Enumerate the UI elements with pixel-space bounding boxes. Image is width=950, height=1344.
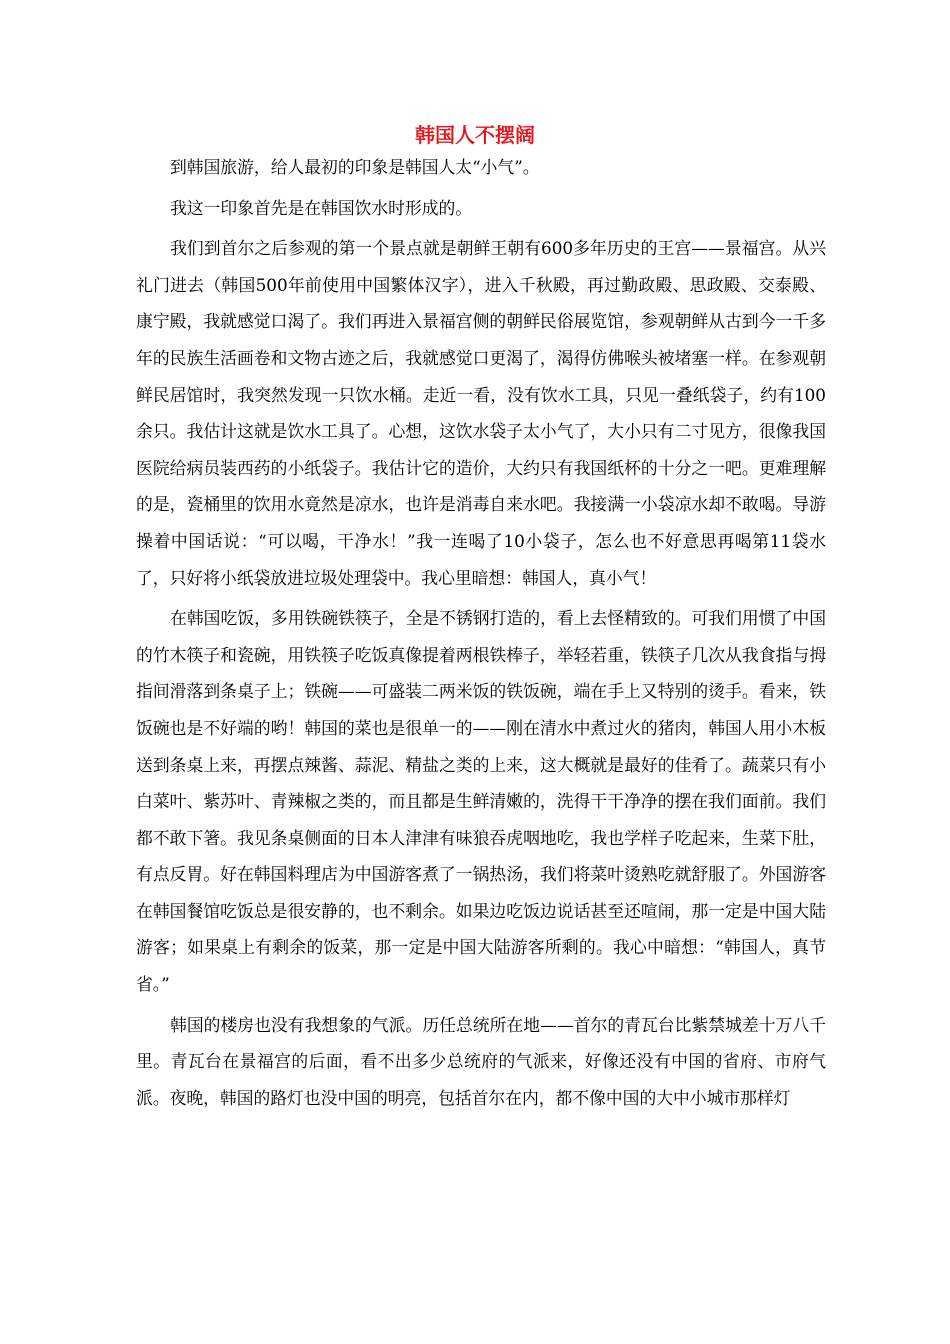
paragraph-drinking-impression: 我这一印象首先是在韩国饮水时形成的。	[170, 197, 473, 218]
document-body	[136, 149, 826, 1116]
paragraph-dining: 在韩国吃饭，多用铁碗铁筷子，全是不锈钢打造的，看上去怪精致的。可我们用惯了中国的竹木筷子和瓷碗，用铁筷子吃饭真像提着两根铁棒子，举轻若重，铁筷子几次从我食指与拇指间滑落到条桌子上；铁碗——可盛装二两米饭的铁饭碗，端在手上又特别的烫手。看来，铁饭碗也是不好端的哟！韩国的菜也是很单一的——刚在清水中煮过火的猪肉，韩国人用小木板送到条桌上来，再摆点辣酱、蒜泥、精盐之类的上来，这大概就是最好的佳肴了。蔬菜只有小白菜叶、紫苏叶、青辣椒之类的，而且都是生鲜清嫩的，洗得干干净净的摆在我们面前。我们都不敢下箸。我见条桌侧面的日本人津津有味狼吞虎咽地吃，我也学样子吃起来，生菜下肚，有点反胃。好在韩国料理店为中国游客煮了一锅热汤，我们将菜叶烫熟吃就舒服了。外国游客在韩国餐馆吃饭总是很安静的，也不剩余。如果边吃饭边说话甚至还喧闹，那一定是中国大陆游客；如果桌上有剩余的饭菜，那一定是中国大陆游客所剩的。我心中暗想：“韩国人，真节省。”	[136, 608, 826, 995]
document-title: 韩国人不摆阔	[415, 123, 535, 147]
paragraph-intro: 到韩国旅游，给人最初的印象是韩国人太“小气”。	[170, 157, 540, 177]
paragraph-gyeongbokgung: 我们到首尔之后参观的第一个景点就是朝鲜王朝有600多年历史的王宫——景福宫。从兴礼门进去（韩国500年前使用中国繁体汉字），进入千秋殿，再过勤政殿、思政殿、交泰殿、康宁殿，我就感觉口渴了。我们再进入景福宫侧的朝鲜民俗展览馆，参观朝鲜从古到今一千多年的民族生活画卷和文物古迹之后，我就感觉口更渴了，渴得仿佛喉头被堵塞一样。在参观朝鲜民居馆时，我突然发现一只饮水桶。走近一看，没有饮水工具，只见一叠纸袋子，约有100余只。我估计这就是饮水工具了。心想，这饮水袋子太小气了，大小只有二寸见方，很像我国医院给病员装西药的小纸袋子。我估计它的造价，大约只有我国纸杯的十分之一吧。更难理解的是，瓷桶里的饮用水竟然是凉水，也许是消毒自来水吧。我接满一小袋凉水却不敢喝。导游操着中国话说：“可以喝，干净水！”我一连喝了10小袋子，怎么也不好意思再喝第11袋水了，只好将小纸袋放进垃圾处理袋中。我心里暗想：韩国人，真小气！	[136, 238, 826, 588]
paragraph-buildings: 韩国的楼房也没有我想象的气派。历任总统所在地——首尔的青瓦台比紫禁城差十万八千里。青瓦台在景福宫的后面，看不出多少总统府的气派来，好像还没有中国的省府、市府气派。夜晚，韩国的路灯也没中国的明亮，包括首尔在内，都不像中国的大中小城市那样灯	[136, 1014, 826, 1108]
